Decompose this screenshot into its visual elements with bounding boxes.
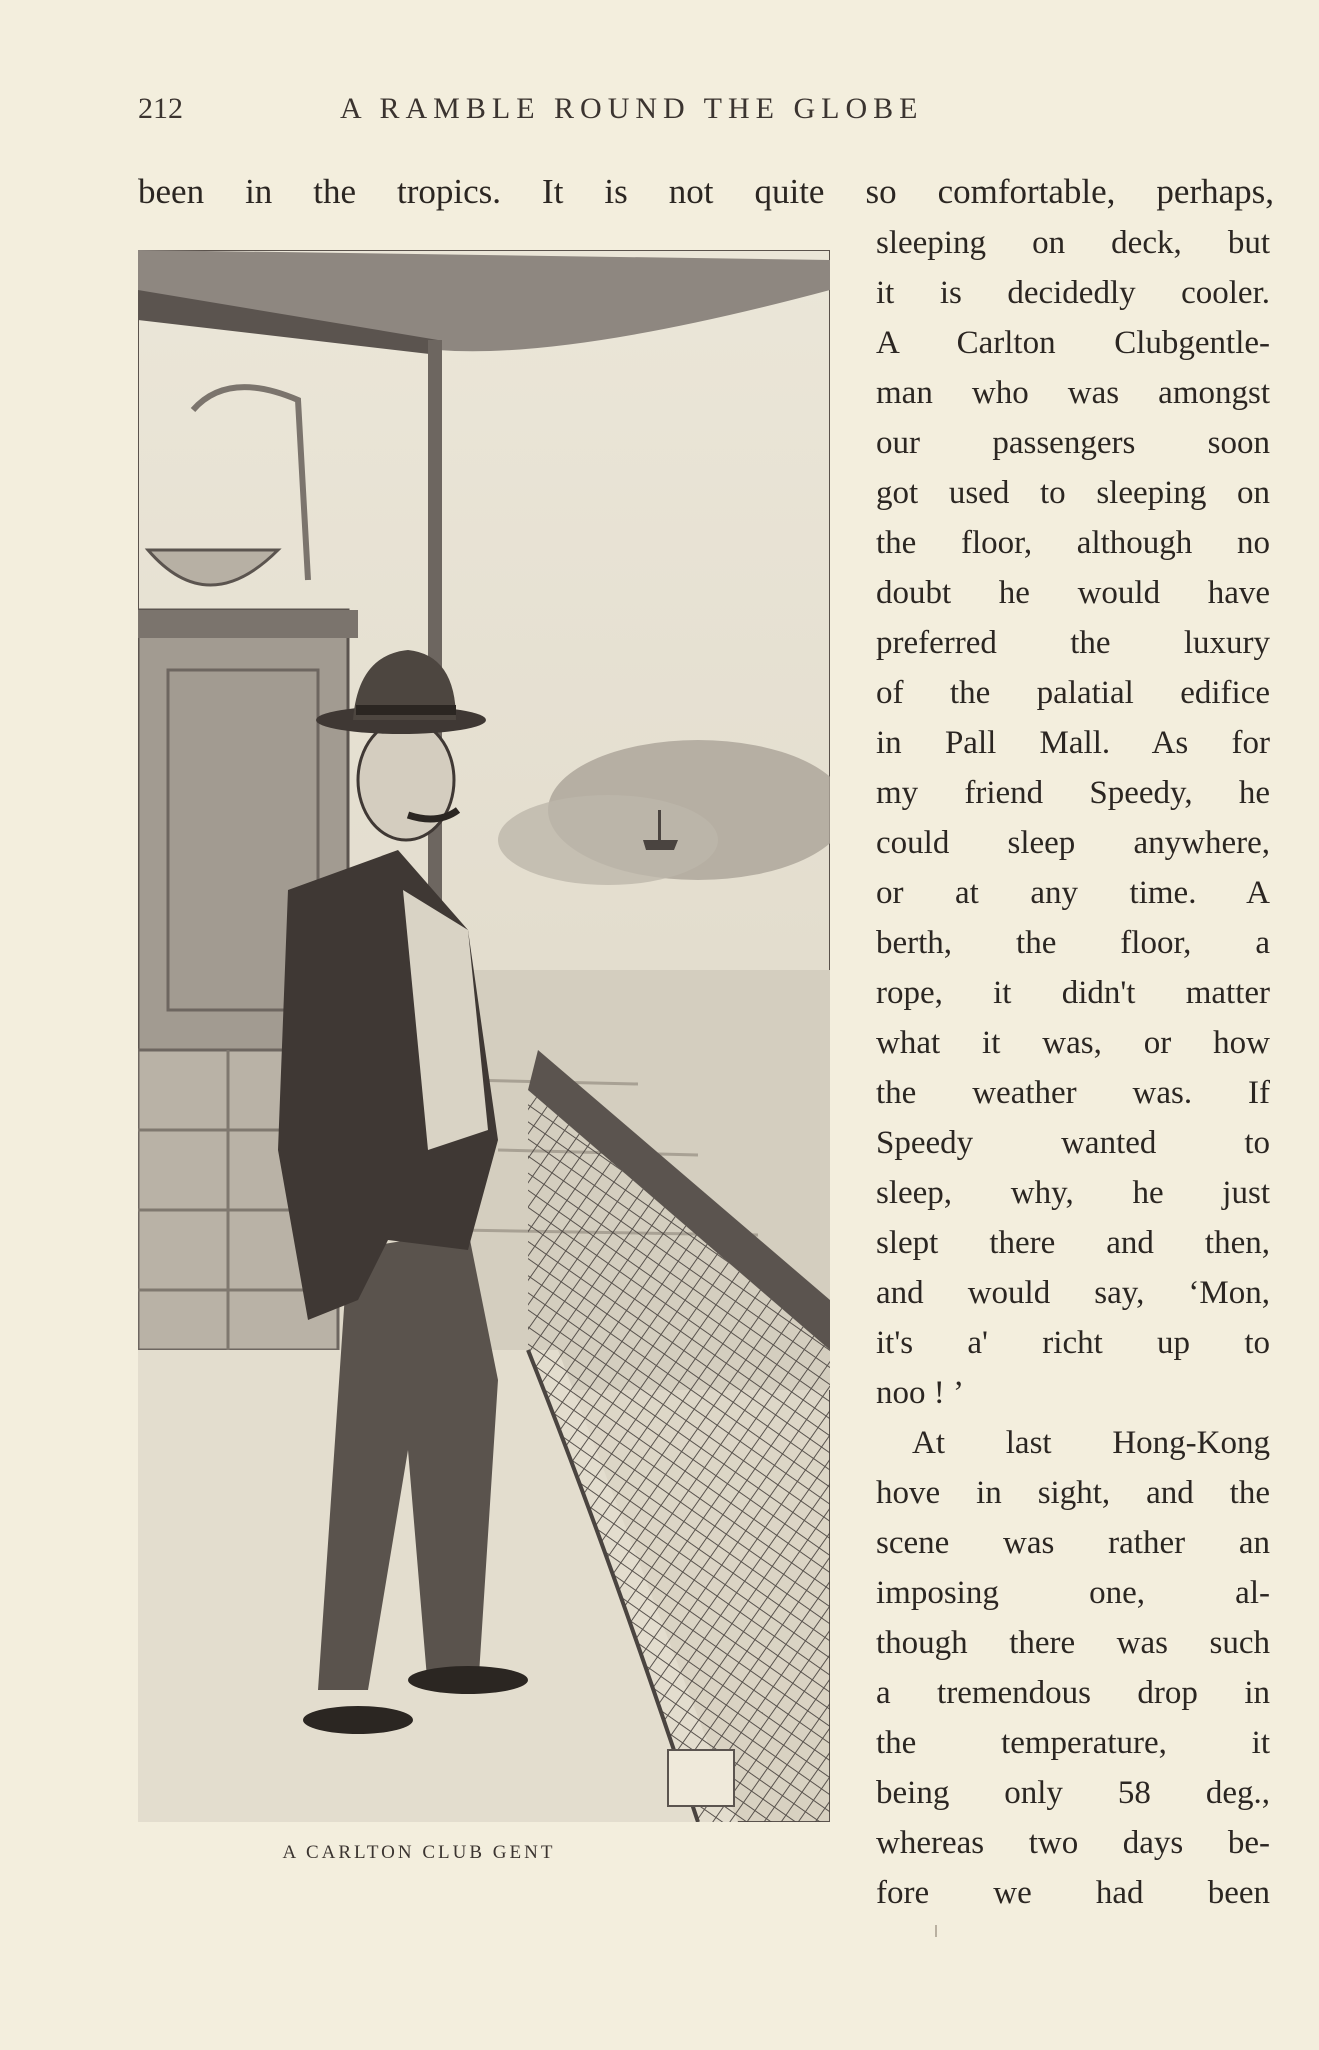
text-line: whereas two days be-: [876, 1825, 1270, 1861]
text-line: though there was such: [876, 1625, 1270, 1661]
text-line: a tremendous drop in: [876, 1675, 1270, 1711]
text-line: hove in sight, and the: [876, 1475, 1270, 1511]
text-line: sleeping on deck, but: [876, 225, 1270, 261]
text-line: doubt he would have: [876, 575, 1270, 611]
text-line: scene was rather an: [876, 1525, 1270, 1561]
paragraph-start-line: At last Hong-Kong: [912, 1425, 1270, 1461]
text-line: fore we had been: [876, 1875, 1270, 1911]
engraving-illustration: [138, 250, 830, 1822]
text-line: preferred the luxury: [876, 625, 1270, 661]
book-title: A RAMBLE ROUND THE GLOBE: [340, 92, 924, 125]
text-line: in Pall Mall. As for: [876, 725, 1270, 761]
text-line: of the palatial edifice: [876, 675, 1270, 711]
text-line: being only 58 deg.,: [876, 1775, 1270, 1811]
printer-mark: [935, 1925, 937, 1937]
text-line: sleep, why, he just: [876, 1175, 1270, 1211]
text-line: or at any time. A: [876, 875, 1270, 911]
text-line: the floor, although no: [876, 525, 1270, 561]
text-line: imposing one, al-: [876, 1575, 1270, 1611]
page-number: 212: [138, 92, 183, 125]
figure-caption: A CARLTON CLUB GENT: [282, 1842, 556, 1863]
text-line: Speedy wanted to: [876, 1125, 1270, 1161]
illustration: [138, 250, 830, 1822]
text-line: our passengers soon: [876, 425, 1270, 461]
full-width-text-line: been in the tropics. It is not quite so comfortable, perhaps,: [138, 172, 1274, 211]
text-line: it's a' richt up to: [876, 1325, 1270, 1361]
text-line: my friend Speedy, he: [876, 775, 1270, 811]
text-line: could sleep anywhere,: [876, 825, 1270, 861]
text-line: slept there and then,: [876, 1225, 1270, 1261]
text-line: the temperature, it: [876, 1725, 1270, 1761]
text-line: noo ! ’: [876, 1375, 964, 1411]
text-line: what it was, or how: [876, 1025, 1270, 1061]
text-column: [876, 218, 1270, 1918]
text-line: man who was amongst: [876, 375, 1270, 411]
text-line: it is decidedly cooler.: [876, 275, 1270, 311]
text-line: berth, the floor, a: [876, 925, 1270, 961]
text-line: and would say, ‘Mon,: [876, 1275, 1270, 1311]
running-head: [0, 92, 1319, 132]
text-line: rope, it didn't matter: [876, 975, 1270, 1011]
text-line: got used to sleeping on: [876, 475, 1270, 511]
text-line: A Carlton Clubgentle-: [876, 325, 1270, 361]
text-line: the weather was. If: [876, 1075, 1270, 1111]
